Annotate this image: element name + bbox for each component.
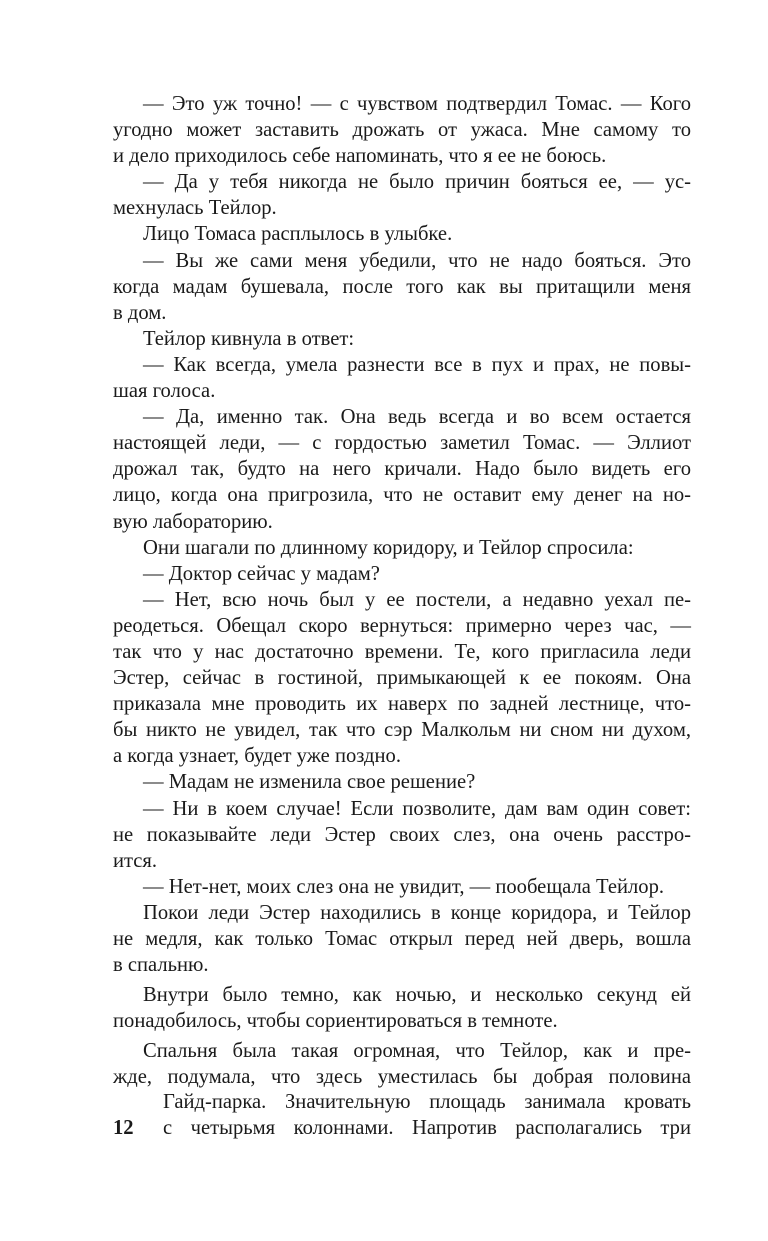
- paragraph: [113, 352, 691, 404]
- text-line: в спальню.: [113, 954, 209, 977]
- text-line: вую лабораторию.: [113, 510, 273, 533]
- text-line: и дело приходилось себе напоминать, что я ее не боюсь.: [113, 145, 607, 168]
- text-line: — Доктор сейчас у мадам?: [143, 562, 380, 585]
- text-line: Лицо Томаса расплылось в улыбке.: [143, 223, 453, 246]
- text-line: Они шагали по длинному коридору, и Тейлор спросила:: [143, 536, 634, 559]
- paragraph: [113, 404, 691, 534]
- text-line: так что у нас достаточно времени. Те, кого пригласила леди: [113, 640, 691, 663]
- text-line: с четырьмя колоннами. Напротив располагались три: [163, 1117, 691, 1140]
- paragraph: [113, 561, 691, 587]
- text-line: угодно может заставить дрожать от ужаса. Мне самому то: [113, 119, 691, 142]
- paragraph: [113, 91, 691, 169]
- text-line: Покои леди Эстер находились в конце коридора, и Тейлор: [143, 901, 691, 924]
- text-line: шая голоса.: [113, 380, 216, 403]
- text-line: Спальня была такая огромная, что Тейлор, как и пре-: [143, 1040, 691, 1063]
- paragraph: [113, 1038, 691, 1090]
- text-line: настоящей леди, — с гордостью заметил Томас. — Эллиот: [113, 432, 691, 455]
- text-line: в дом.: [113, 301, 167, 324]
- paragraph: [113, 769, 691, 795]
- text-line: Эстер, сейчас в гостиной, примыкающей к ее покоям. Она: [113, 667, 691, 690]
- text-line: жде, подумала, что здесь уместилась бы добрая половина: [113, 1066, 691, 1089]
- paragraph: [113, 796, 691, 874]
- paragraph: [113, 326, 691, 352]
- text-line: — Вы же сами меня убедили, что не надо бояться. Это: [143, 249, 691, 272]
- paragraph: [113, 221, 691, 247]
- text-line: дрожал так, будто на него кричали. Надо было видеть его: [113, 458, 691, 481]
- text-line: бы никто не увидел, так что сэр Малкольм ни сном ни духом,: [113, 719, 691, 742]
- text-line: Внутри было темно, как ночью, и несколько секунд ей: [143, 984, 691, 1007]
- paragraph: [113, 169, 691, 221]
- paragraph: [113, 248, 691, 326]
- paragraph: [113, 535, 691, 561]
- text-line: когда мадам бушевала, после того как вы притащили меня: [113, 275, 691, 298]
- page-number: 12: [113, 1117, 134, 1139]
- text-line: — Это уж точно! — с чувством подтвердил Томас. — Кого: [143, 93, 691, 115]
- text-line: — Мадам не изменила свое решение?: [143, 771, 476, 794]
- text-line: мехнулась Тейлор.: [113, 197, 277, 220]
- body-text: [113, 91, 691, 1091]
- text-line: — Нет-нет, моих слез она не увидит, — пообещала Тейлор.: [143, 875, 665, 898]
- text-line: не показывайте леди Эстер своих слез, она очень расстро-: [113, 823, 691, 846]
- text-line: лицо, когда она пригрозила, что не оставит ему денег на но-: [113, 484, 691, 507]
- paragraph: [113, 874, 691, 900]
- text-line: не медля, как только Томас открыл перед ней дверь, вошла: [113, 928, 691, 950]
- paragraph: [113, 900, 691, 978]
- text-line: — Ни в коем случае! Если позволите, дам вам один совет:: [143, 797, 691, 820]
- text-line: — Да у тебя никогда не было причин бояться ее, — ус-: [143, 171, 691, 194]
- paragraph: [113, 982, 691, 1034]
- text-line: Гайд-парка. Значительную площадь занимала кровать: [163, 1091, 691, 1113]
- text-line: Тейлор кивнула в ответ:: [143, 327, 355, 350]
- text-line: — Как всегда, умела разнести все в пух и прах, не повы-: [143, 353, 691, 376]
- text-line: — Да, именно так. Она ведь всегда и во всем остается: [143, 406, 691, 429]
- paragraph: [113, 587, 691, 770]
- text-line: понадобилось, чтобы сориентироваться в темноте.: [113, 1010, 558, 1033]
- text-line: а когда узнает, будет уже поздно.: [113, 745, 401, 768]
- text-line: реодеться. Обещал скоро вернуться: примерно через час, —: [113, 614, 691, 637]
- text-line: — Нет, всю ночь был у ее постели, а недавно уехал пе-: [143, 588, 691, 611]
- text-line: ится.: [113, 849, 158, 872]
- body-text-tail: [163, 1089, 691, 1141]
- text-line: приказала мне проводить их наверх по задней лестнице, что-: [113, 693, 691, 716]
